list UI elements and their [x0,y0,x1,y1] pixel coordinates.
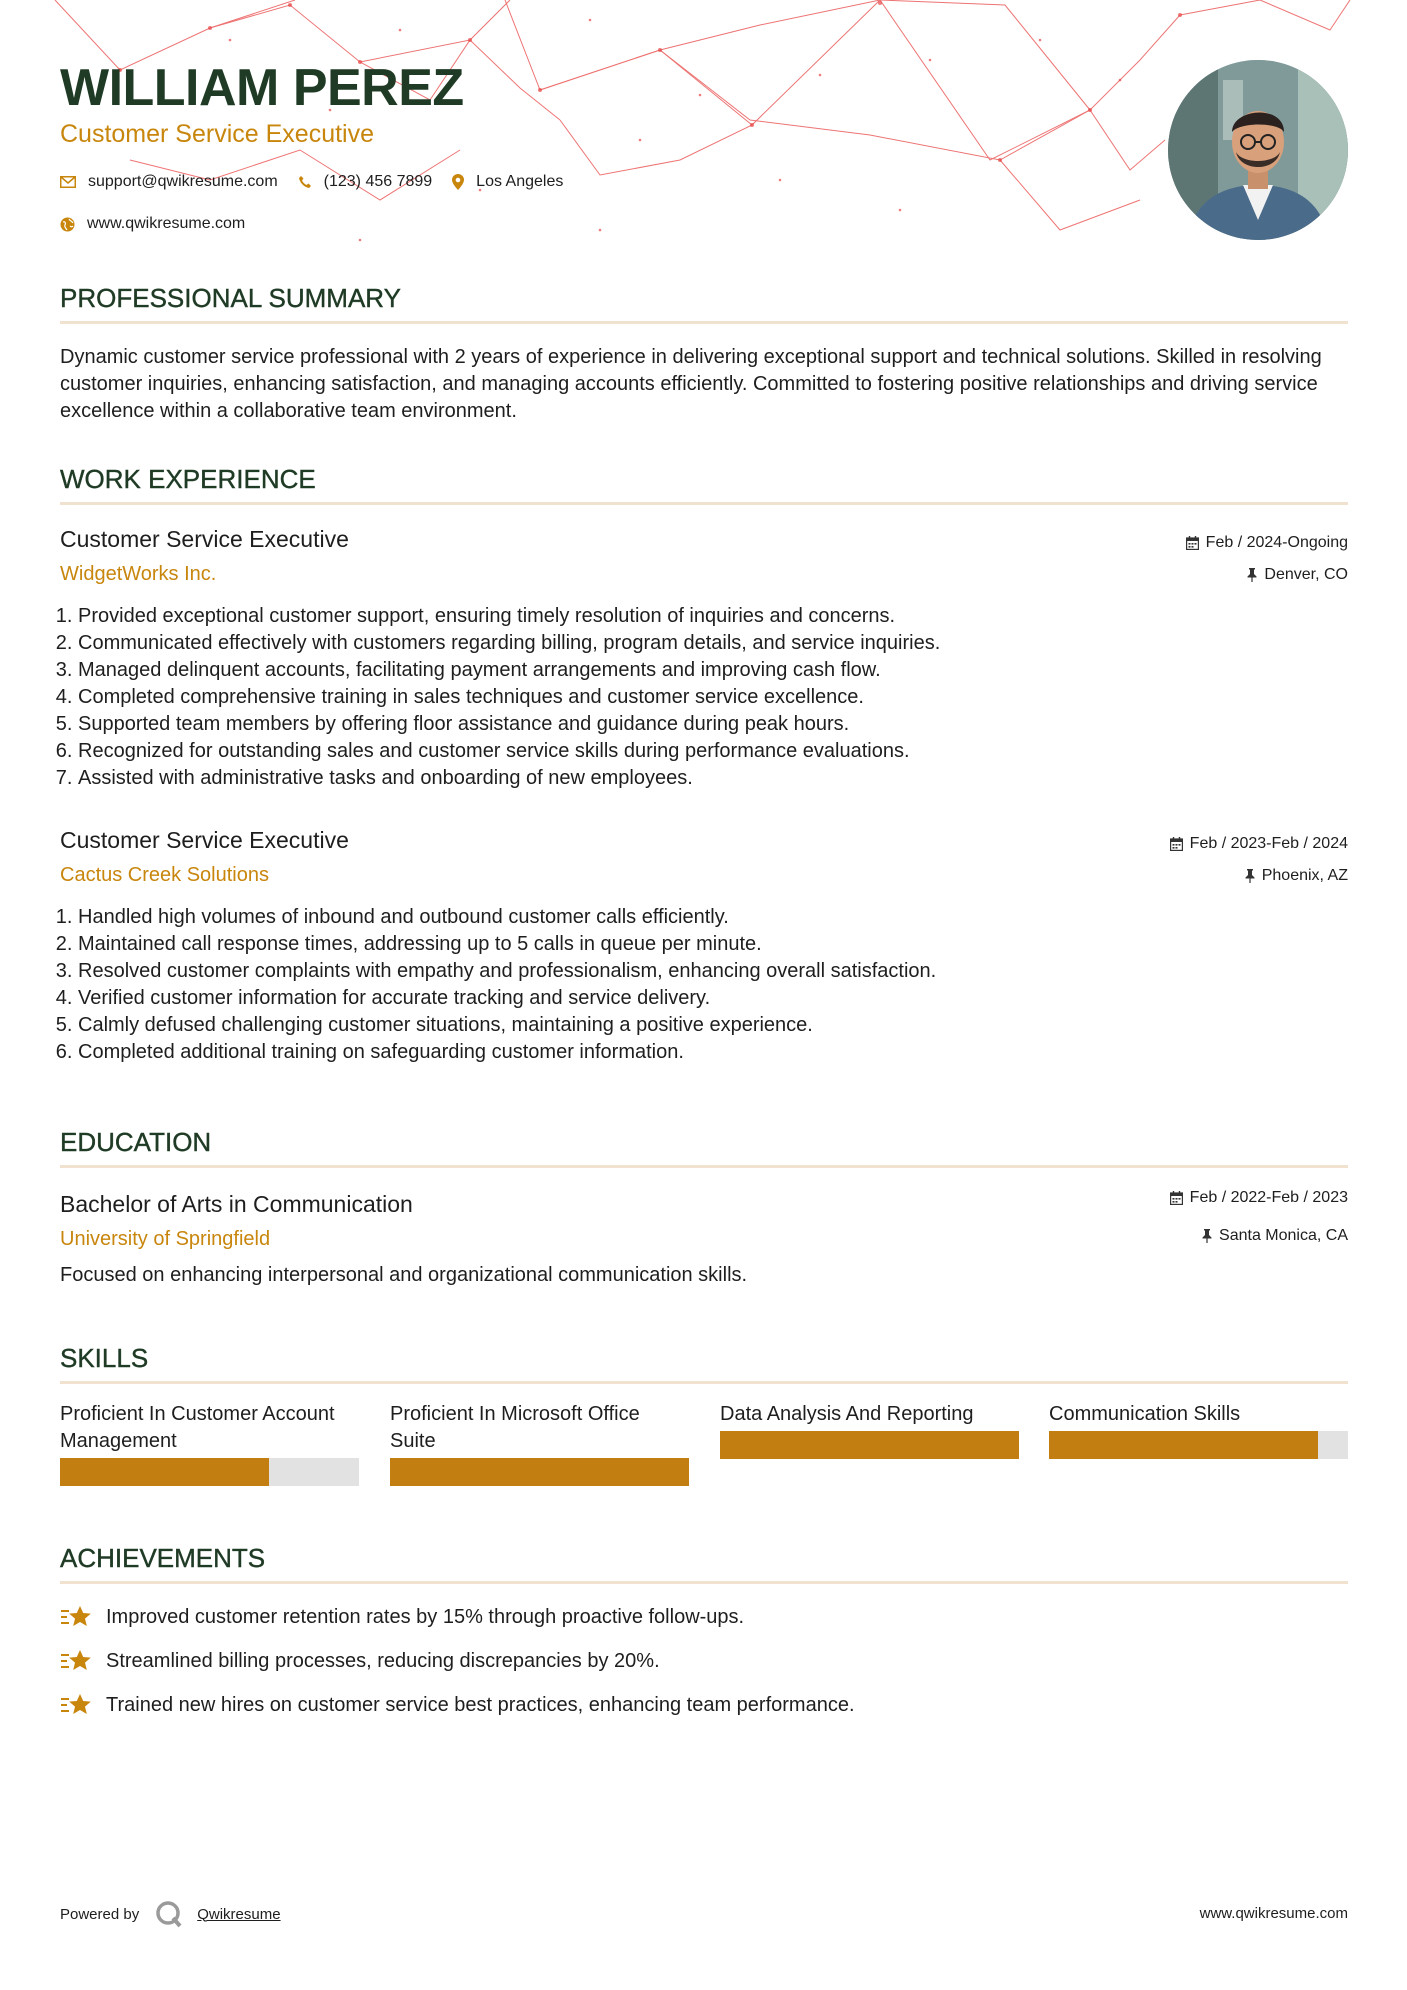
list-item: 1. Handled high volumes of inbound and outbound customer calls efficiently. [78,904,936,931]
list-item: 2. Communicated effectively with customers regarding billing, program details, and service inquiries. [78,630,940,657]
star-achievement-icon [60,1648,92,1674]
list-item: 5. Supported team members by offering floor assistance and guidance during peak hours. [78,711,940,738]
section-divider [60,1165,1348,1168]
phone-text: (123) 456 7899 [323,173,433,190]
job-dates-text: Feb / 2024-Ongoing [1205,534,1348,551]
qwikresume-logo-icon [155,1900,183,1928]
globe-icon [60,217,75,232]
skill-name: Proficient In Microsoft Office Suite [390,1403,640,1452]
contact-row-primary [60,173,583,191]
section-divider [60,502,1348,505]
contact-website[interactable] [60,215,245,233]
section-title-achievements: ACHIEVEMENTS [60,1543,266,1573]
job-title: Customer Service Executive [60,526,349,552]
job-title: Customer Service Executive [60,827,349,853]
skill-bar-fill [60,1458,269,1486]
section-title-education: EDUCATION [60,1127,212,1157]
contact-row-secondary [60,215,265,233]
job-dates [1170,835,1348,853]
achievement-item [60,1648,660,1674]
skill-name: Data Analysis And Reporting [720,1403,974,1425]
location-text: Los Angeles [476,173,564,190]
skill-name: Proficient In Customer Account Management [60,1403,335,1452]
section-title-experience: WORK EXPERIENCE [60,464,316,494]
education-location [1202,1227,1348,1245]
skill-item [720,1401,1019,1459]
skill-name: Communication Skills [1049,1403,1241,1425]
list-item: 3. Resolved customer complaints with empathy and professionalism, enhancing overall satisfaction. [78,958,936,985]
calendar-icon [1170,1191,1183,1205]
profile-photo-illustration [1168,60,1348,240]
skill-item [60,1401,359,1486]
job-location [1247,566,1348,584]
company-name: Cactus Creek Solutions [60,864,269,886]
skill-bar-fill [720,1431,1019,1459]
calendar-icon [1186,536,1199,550]
summary-text: Dynamic customer service professional with 2 years of experience in delivering exceptional support and technical solutions. Skilled in resolving customer inquiries, enhancing satisfaction, and managing accounts efficiently. Committed to fostering positive relationships and driving service excellence within a collaborative team environment. [60,346,1322,422]
email-text: support@qwikresume.com [88,173,278,190]
pushpin-icon [1245,869,1255,883]
section-divider [60,321,1348,324]
education-dates [1170,1189,1348,1207]
education-description: Focused on enhancing interpersonal and organizational communication skills. [60,1264,748,1286]
contact-email[interactable] [60,173,278,191]
list-item: 5. Calmly defused challenging customer situations, maintaining a positive experience. [78,1012,936,1039]
phone-icon [298,175,312,189]
footer-website[interactable]: www.qwikresume.com [1199,1905,1348,1922]
list-item: 1. Provided exceptional customer support, ensuring timely resolution of inquiries and concerns. [78,603,940,630]
achievement-text: Trained new hires on customer service best practices, enhancing team performance. [106,1693,855,1716]
skill-bar [60,1458,359,1486]
pushpin-icon [1202,1229,1212,1243]
job-location [1245,867,1348,885]
achievement-text: Improved customer retention rates by 15% through proactive follow-ups. [106,1605,745,1628]
candidate-name: WILLIAM PEREZ [60,59,464,117]
company-name: WidgetWorks Inc. [60,563,217,585]
section-divider [60,1581,1348,1584]
achievement-text: Streamlined billing processes, reducing discrepancies by 20%. [106,1649,660,1672]
skill-bar-fill [1049,1431,1318,1459]
star-achievement-icon [60,1604,92,1630]
school-name: University of Springfield [60,1228,271,1250]
contact-phone[interactable] [298,173,433,191]
achievement-item [60,1604,744,1630]
job-responsibilities [53,603,940,792]
section-title-summary: PROFESSIONAL SUMMARY [60,283,401,313]
skill-bar [390,1458,689,1486]
list-item: 4. Completed comprehensive training in sales techniques and customer service excellence. [78,684,940,711]
skill-bar [720,1431,1019,1459]
degree-title: Bachelor of Arts in Communication [60,1191,413,1217]
section-divider [60,1381,1348,1384]
list-item: 4. Verified customer information for accurate tracking and service delivery. [78,985,936,1012]
achievement-item [60,1692,855,1718]
powered-by-label: Powered by [60,1905,140,1923]
list-item: 3. Managed delinquent accounts, facilitating payment arrangements and improving cash flow. [78,657,940,684]
skill-bar [1049,1431,1348,1459]
skill-bar-fill [390,1458,689,1486]
profile-photo [1168,60,1348,240]
map-pin-icon [452,174,464,190]
job-location-text: Denver, CO [1264,566,1348,583]
job-responsibilities [53,904,936,1066]
qwikresume-link[interactable]: Qwikresume [197,1905,281,1923]
star-achievement-icon [60,1692,92,1718]
contact-location [452,173,563,191]
list-item: 2. Maintained call response times, addressing up to 5 calls in queue per minute. [78,931,936,958]
website-text: www.qwikresume.com [87,215,246,232]
list-item: 6. Recognized for outstanding sales and customer service skills during performance evaluations. [78,738,940,765]
list-item: 6. Completed additional training on safeguarding customer information. [78,1039,936,1066]
envelope-icon [60,176,76,188]
calendar-icon [1170,837,1183,851]
job-location-text: Phoenix, AZ [1261,867,1348,884]
list-item: 7. Assisted with administrative tasks and onboarding of new employees. [78,765,940,792]
education-location-text: Santa Monica, CA [1219,1227,1348,1244]
skill-item [1049,1401,1348,1459]
job-dates-text: Feb / 2023-Feb / 2024 [1189,835,1348,852]
footer-powered-by [60,1900,281,1928]
section-title-skills: SKILLS [60,1343,149,1373]
job-dates [1186,534,1348,552]
skill-item [390,1401,689,1486]
pushpin-icon [1247,568,1257,582]
candidate-role: Customer Service Executive [60,120,375,148]
education-dates-text: Feb / 2022-Feb / 2023 [1189,1189,1348,1206]
